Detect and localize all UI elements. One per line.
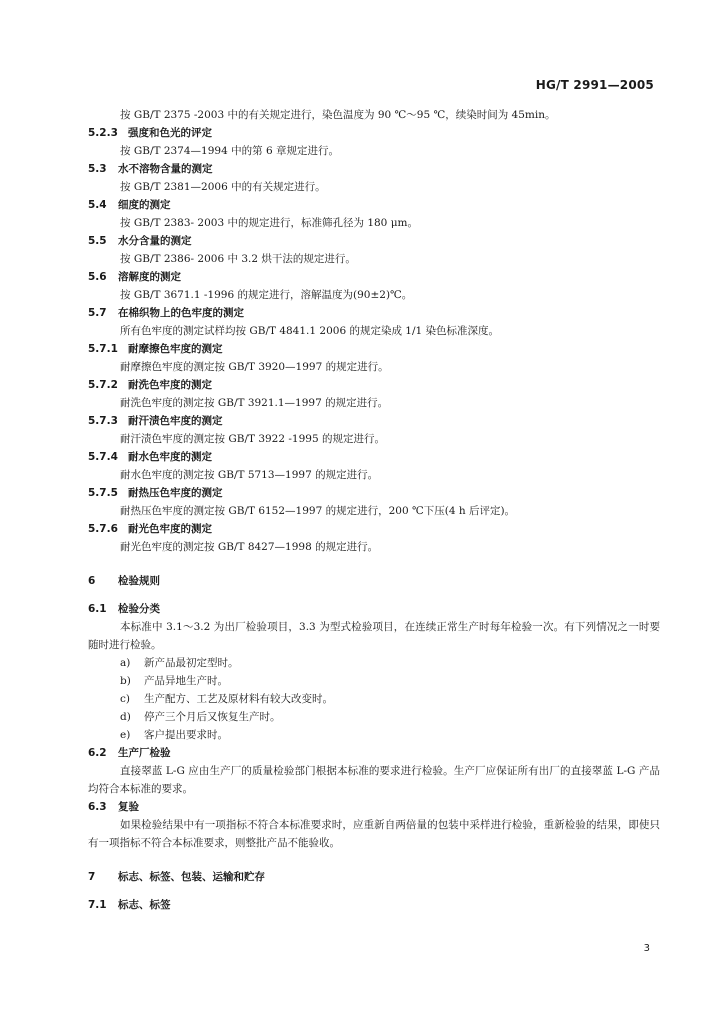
list-marker: a) (120, 657, 131, 669)
section-heading (88, 376, 660, 394)
body-text: 按 GB/T 2375 -2003 中的有关规定进行，染色温度为 90 ℃～95 ℃，续染时间为 45min。 (120, 109, 556, 121)
list-item (88, 690, 660, 708)
section-heading (88, 160, 660, 178)
section-title: 耐汗渍色牢度的测定 (128, 415, 223, 427)
paragraph: 如果检验结果中有一项指标不符合本标准要求时，应重新自两倍量的包装中采样进行检验，重新检验的结果，即使只有一项指标不符合本标准要求，则整批产品不能验收。 (88, 819, 660, 849)
section-heading (88, 340, 660, 358)
section-heading (88, 868, 660, 886)
section-title: 细度的测定 (118, 199, 171, 211)
body-text: 耐摩擦色牢度的测定按 GB/T 3920—1997 的规定进行。 (120, 361, 389, 373)
section-title: 强度和色光的评定 (128, 127, 212, 139)
section-title: 检验规则 (118, 575, 160, 587)
section-number: 6.3 (88, 801, 107, 813)
list-marker: b) (120, 675, 131, 687)
section-title: 水分含量的测定 (118, 235, 192, 247)
body-text: 耐汗渍色牢度的测定按 GB/T 3922 -1995 的规定进行。 (120, 433, 385, 445)
section-number: 7 (88, 871, 96, 883)
section-title: 复验 (118, 801, 139, 813)
section-number: 5.7 (88, 307, 107, 319)
body-text: 耐洗色牢度的测定按 GB/T 3921.1—1997 的规定进行。 (120, 397, 389, 409)
section-heading (88, 304, 660, 322)
section-title: 耐光色牢度的测定 (128, 523, 212, 535)
body-text: 按 GB/T 2386- 2006 中 3.2 烘干法的规定进行。 (120, 253, 356, 265)
section-number: 5.7.5 (88, 487, 118, 499)
list-item (88, 672, 660, 690)
section-title: 检验分类 (118, 603, 160, 615)
section-number: 5.4 (88, 199, 107, 211)
section-heading (88, 896, 660, 914)
list-item-text: 客户提出要求时。 (144, 729, 228, 741)
section-title: 标志、标签 (118, 899, 171, 911)
body-text: 按 GB/T 2381—2006 中的有关规定进行。 (120, 181, 326, 193)
list-item-text: 停产三个月后又恢复生产时。 (144, 711, 281, 723)
section-title: 在棉织物上的色牢度的测定 (118, 307, 244, 319)
section-title: 标志、标签、包装、运输和贮存 (118, 871, 265, 883)
list-marker: d) (120, 711, 131, 723)
section-heading (88, 448, 660, 466)
list-marker: c) (120, 693, 130, 705)
section-number: 5.7.4 (88, 451, 118, 463)
section-heading (88, 484, 660, 502)
list-item-text: 产品异地生产时。 (144, 675, 228, 687)
section-heading (88, 412, 660, 430)
list-item (88, 726, 660, 744)
section-title: 生产厂检验 (118, 747, 171, 759)
body-text: 耐光色牢度的测定按 GB/T 8427—1998 的规定进行。 (120, 541, 379, 553)
section-heading (88, 196, 660, 214)
body-text: 按 GB/T 3671.1 -1996 的规定进行，溶解温度为(90±2)℃。 (120, 289, 413, 301)
section-number: 5.5 (88, 235, 107, 247)
section-title: 溶解度的测定 (118, 271, 181, 283)
section-title: 耐水色牢度的测定 (128, 451, 212, 463)
list-item-text: 新产品最初定型时。 (144, 657, 239, 669)
page-number: 3 (643, 943, 650, 954)
section-title: 耐洗色牢度的测定 (128, 379, 212, 391)
section-number: 5.3 (88, 163, 107, 175)
section-number: 5.7.6 (88, 523, 118, 535)
section-heading (88, 268, 660, 286)
section-title: 耐摩擦色牢度的测定 (128, 343, 223, 355)
body-text: 所有色牢度的测定试样均按 GB/T 4841.1 2006 的规定染成 1/1 染色标准深度。 (120, 325, 500, 337)
body-text: 耐水色牢度的测定按 GB/T 5713—1997 的规定进行。 (120, 469, 379, 481)
section-number: 6.2 (88, 747, 107, 759)
section-number: 6.1 (88, 603, 107, 615)
section-number: 5.7.3 (88, 415, 118, 427)
body-text: 耐热压色牢度的测定按 GB/T 6152—1997 的规定进行，200 ℃下压(4 h 后评定)。 (120, 505, 516, 517)
paragraph: 直接翠蓝 L-G 应由生产厂的质量检验部门根据本标准的要求进行检验。生产厂应保证所有出厂的直接翠蓝 L-G 产品均符合本标准的要求。 (88, 765, 660, 795)
section-title: 耐热压色牢度的测定 (128, 487, 223, 499)
section-number: 7.1 (88, 899, 107, 911)
section-heading (88, 798, 660, 816)
section-heading (88, 232, 660, 250)
section-number: 5.2.3 (88, 127, 118, 139)
list-item (88, 654, 660, 672)
body-text: 按 GB/T 2374—1994 中的第 6 章规定进行。 (120, 145, 339, 157)
section-heading (88, 520, 660, 538)
list-item-text: 生产配方、工艺及原材料有较大改变时。 (144, 693, 333, 705)
section-heading (88, 124, 660, 142)
section-heading (88, 600, 660, 618)
section-heading (88, 744, 660, 762)
document-body (88, 106, 660, 914)
section-number: 5.6 (88, 271, 107, 283)
list-item (88, 708, 660, 726)
document-code: HG/T 2991—2005 (535, 78, 654, 92)
section-title: 水不溶物含量的测定 (118, 163, 213, 175)
section-heading (88, 572, 660, 590)
section-number: 5.7.2 (88, 379, 118, 391)
list-marker: e) (120, 729, 131, 741)
body-text: 按 GB/T 2383- 2003 中的规定进行，标准筛孔径为 180 μm。 (120, 217, 418, 229)
section-number: 5.7.1 (88, 343, 118, 355)
section-number: 6 (88, 575, 96, 587)
paragraph: 本标准中 3.1～3.2 为出厂检验项目，3.3 为型式检验项目，在连续正常生产时每年检验一次。有下列情况之一时要随时进行检验。 (88, 621, 660, 651)
